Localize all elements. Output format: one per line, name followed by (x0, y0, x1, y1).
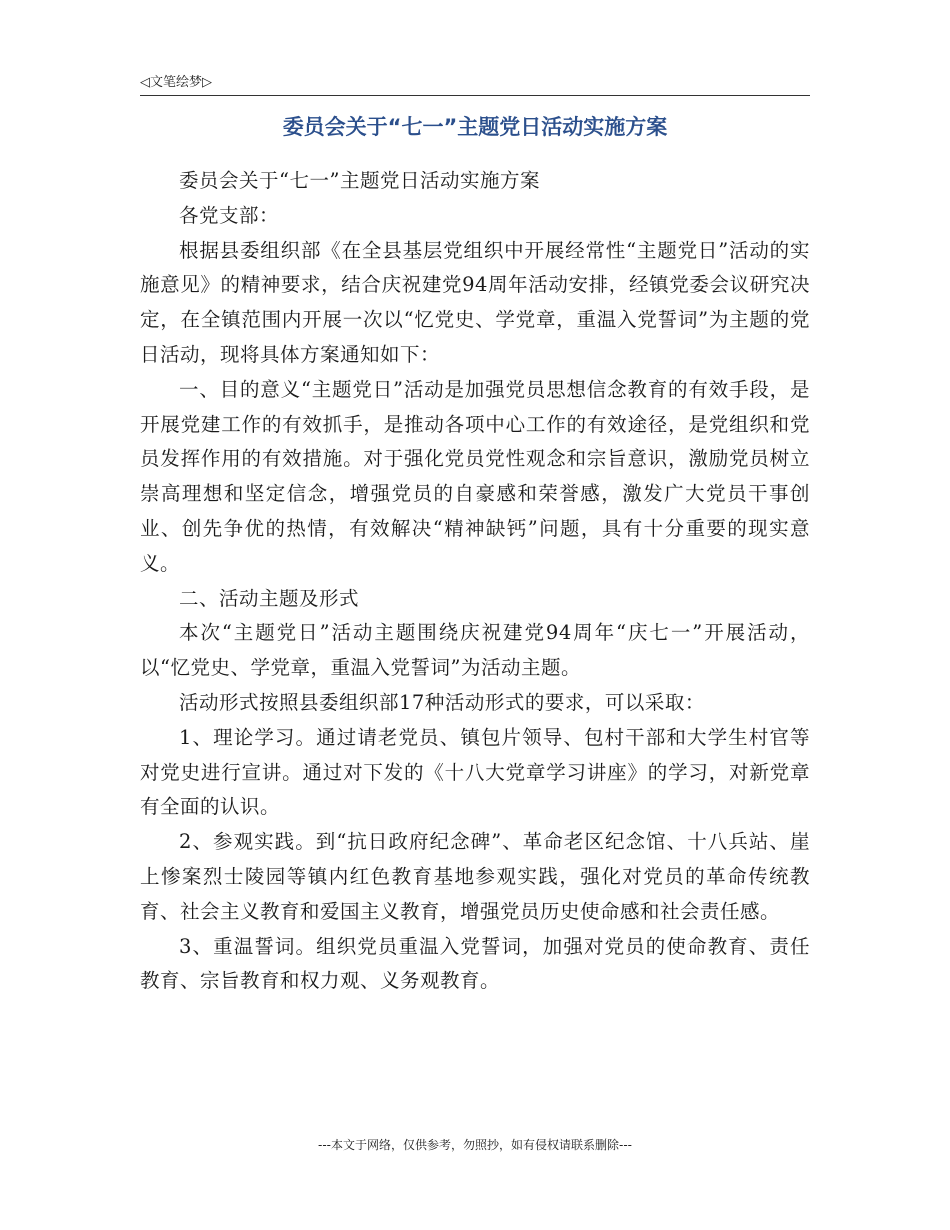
paragraph-item-2: 2、参观实践。到“抗日政府纪念碑”、革命老区纪念馆、十八兵站、崖上惨案烈士陵园等镇内红色教育基地参观实践，强化对党员的革命传统教育、社会主义教育和爱国主义教育，增强党员历史使命感和社会责任感。 (140, 830, 810, 923)
document-body (140, 164, 810, 999)
section-heading-theme: 二、活动主题及形式 (179, 586, 360, 610)
paragraph-item-3: 3、重温誓词。组织党员重温入党誓词，加强对党员的使命教育、责任教育、宗旨教育和权力观、义务观教育。 (140, 934, 810, 993)
paragraph-salutation: 各党支部： (179, 203, 280, 227)
paragraph-forms: 活动形式按照县委组织部17种活动形式的要求，可以采取： (179, 690, 705, 714)
header-brand: ◁文笔绘梦▷ (140, 75, 212, 90)
paragraph-subtitle: 委员会关于“七一”主题党日活动实施方案 (179, 169, 540, 192)
paragraph-intro: 根据县委组织部《在全县基层党组织中开展经常性“主题党日”活动的实施意见》的精神要求，结合庆祝建党94周年活动安排，经镇党委会议研究决定，在全镇范围内开展一次以“忆党史、学党章，重温入党誓词”为主题的党日活动，现将具体方案通知如下： (140, 238, 810, 366)
paragraph-item-1: 1、理论学习。通过请老党员、镇包片领导、包村干部和大学生村官等对党史进行宣讲。通过对下发的《十八大党章学习讲座》的学习，对新党章有全面的认识。 (140, 725, 810, 819)
document-title: 委员会关于“七一”主题党日活动实施方案 (282, 115, 668, 139)
paragraph-theme: 本次“主题党日”活动主题围绕庆祝建党94周年“庆七一”开展活动，以“忆党史、学党章，重温入党誓词”为活动主题。 (140, 621, 810, 680)
paragraph-purpose: 一、目的意义“主题党日”活动是加强党员思想信念教育的有效手段，是开展党建工作的有效抓手，是推动各项中心工作的有效途径，是党组织和党员发挥作用的有效措施。对于强化党员党性观念和宗旨意识，激励党员树立崇高理想和坚定信念，增强党员的自豪感和荣誉感，激发广大党员干事创业、创先争优的热情，有效解决“精神缺钙”问题，具有十分重要的现实意义。 (140, 377, 810, 575)
header-divider (140, 95, 810, 96)
footer-disclaimer: ---本文于网络，仅供参考，勿照抄，如有侵权请联系删除--- (318, 1138, 632, 1152)
